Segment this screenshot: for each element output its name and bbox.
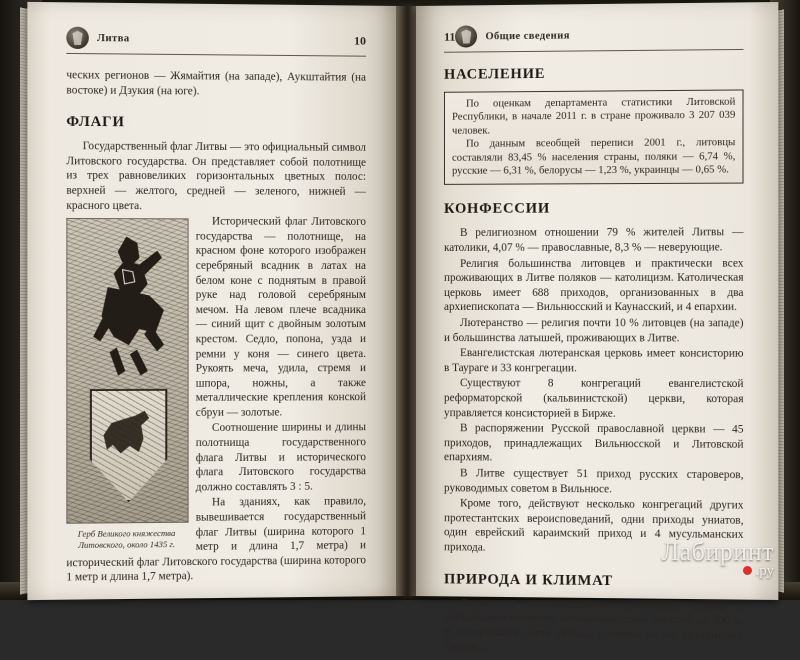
book-gutter [396,6,418,596]
left-page-number: 10 [353,33,367,48]
open-book [18,6,786,654]
paragraph: В Литве существует 51 приход русских староверов, руководимых советом в Вильнюсе. [443,467,744,495]
paragraph: Исторический флаг Литовского государства — полотнище, на красном фоне которого изображен серебряный всадник в латах на белом коне с поднятым в правой руке над головой серебряным мечом. На левом плече всадника — синий щит с двойным золотым крестом. Седло, попона, узда и ремни у коня — синего цвета. Рукоять меча, удила, стремя и шпора, ножны, а также металлические крепления конской сбруи — золотые. [195,215,367,419]
figure-caption: Герб Великого княжества Литовского, около 1435 г. [77,528,176,550]
right-page-content [444,21,744,660]
right-page-number: 11 [443,29,456,44]
paragraph: В религиозном отношении 79 % жителей Литвы — католики, 4,07 % — православные, 8,3 % — неверующие. [443,226,744,254]
left-running-head [66,25,366,57]
watermark-sub-label: .ру [755,563,774,579]
coat-of-arms-icon [66,27,89,49]
paragraph: На зданиях, как правило, вывешивается государственный флаг Литвы (ширина которого 1 метр и длина 1,7 метра) и исторический флаг Литовского государства (ширина которого 1 метр и длина 1,7 метра). [66,495,367,584]
paragraph: Литва — преимущественно равнинная страна с несколькими пологими возвышенностями высотой до 300 м. В центральной части Литвы, с севера на юг, протянулась Средне... [443,596,744,654]
knight-on-horse-icon [78,229,176,381]
left-continued-paragraph: ческих регионов — Жямайтия (на западе), Аукштайтия (на востоке) и Дзукия (на юге). [66,69,367,98]
paragraph: Государственный флаг Литвы — это официальный символ Литовского государства. Он представляет собой полотнище из трех равновеликих горизонтальных цветных полос: верхней — желтого, средней — зеленого, нижней — красного цвета. [66,140,367,212]
watermark-main-text: Лабиринт [661,537,774,566]
right-running-head [444,21,744,53]
knight-figure-icon [78,229,176,381]
left-running-title: Литва [97,32,130,44]
section-heading-population: НАСЕЛЕНИЕ [443,65,546,83]
paragraph: Евангелистская лютеранская церковь имеет консисторию в Таураге и 33 конгрегации. [443,347,744,375]
boxed-paragraph: По данным всеобщей переписи 2001 г., литовцы составляли 83,45 % населения страны, поляки — 6,74 %, русские — 6,31 %, белорусы — 1,23 %, украинцы — 0,65 %. [451,137,736,177]
book-page-right [416,2,778,654]
paragraph: Религия большинства литовцев и практически всех проживающих в Литве поляков — католицизм. Католическая церковь имеет 688 приходов, организованных в два архиепископата — Вильнюсский и Каунасский, и 4 епархии. [443,257,744,314]
section-heading-nature-climate: ПРИРОДА И КЛИМАТ [443,570,613,589]
coat-of-arms-icon [455,25,477,47]
right-running-title: Общие сведения [485,29,570,42]
paragraph: Существуют 8 конгрегаций евангелистской реформаторской (кальвинистской) церкви, которая управляется консисторией в Бирже. [443,377,744,420]
section-heading-confessions: КОНФЕССИИ [443,200,551,218]
horse-silhouette-icon [100,407,157,468]
left-page-content [66,25,366,587]
paragraph: Кроме того, действуют несколько конгрегаций других протестантских вероисповеданий, одни приходы униатов, один еврейский караимский приход и 4 мусульманских прихода. [443,497,744,554]
paragraph: Лютеранство — религия почти 10 % литовцев (на западе) и большинства латышей, проживающих в Литве. [443,317,744,345]
population-stats-box [444,89,744,185]
paragraph: В распоряжении Русской православной церкви — 45 приходов, принадлежащих Вильнюсской и Литовской епархиям. [443,422,744,464]
woodcut-image [66,218,188,524]
figure-coat-of-arms [66,218,186,550]
book-page-left [27,2,400,600]
boxed-paragraph: По оценкам департамента статистики Литовской Республики, в начале 2011 г. в стране проживало 3 207 039 человек. [451,96,736,137]
section-heading-flags: ФЛАГИ [66,113,125,131]
paragraph: Соотношение ширины и длины полотнища государственного флага Литвы и исторического флага Литовского государства должно составлять 3 : 5. [195,421,367,494]
